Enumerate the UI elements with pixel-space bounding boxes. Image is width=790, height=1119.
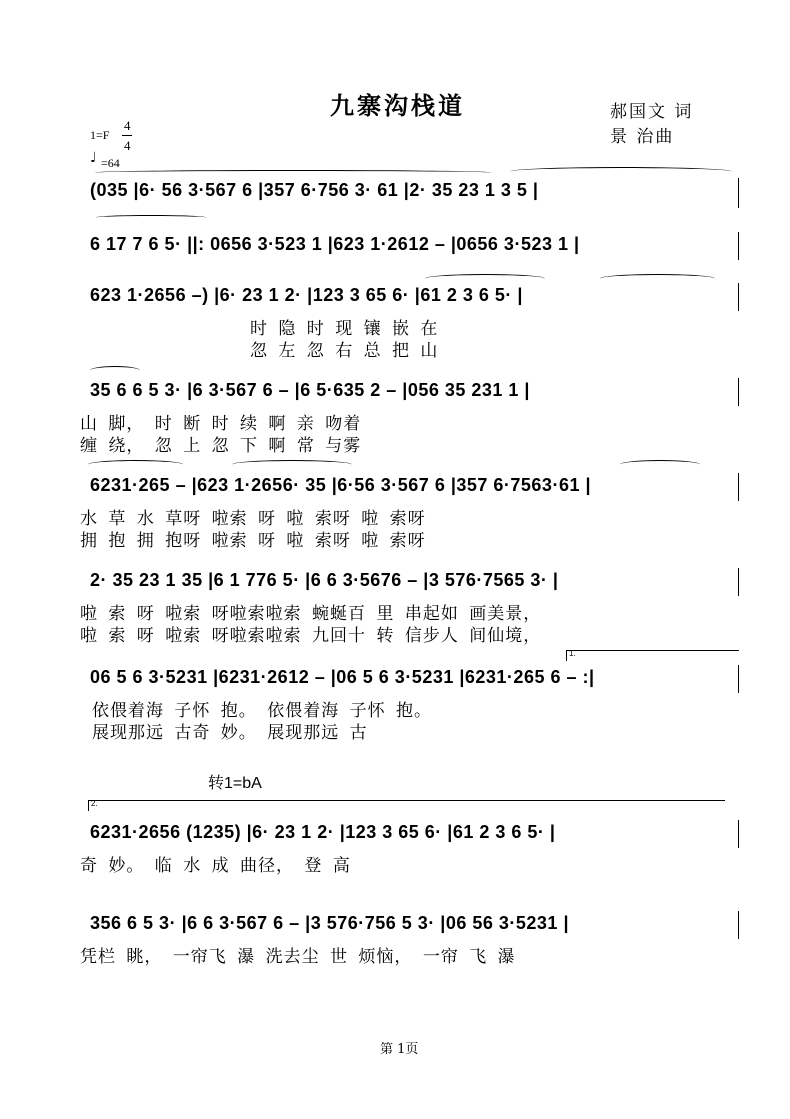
slur-mark	[510, 167, 732, 176]
slur-mark	[96, 215, 206, 220]
notation-line-9: 356 6 5 3· |6 6 3·567 6 – |3 576·756 5 3· |06 56 3·5231 |	[90, 913, 569, 933]
lyricist-credit: 郝国文 词	[610, 102, 694, 122]
first-ending-bracket	[566, 650, 739, 661]
notation-line-3: 623 1·2656 –) |6· 23 1 2· |123 3 65 6· |61 2 3 6 5· |	[90, 285, 523, 305]
key-signature: 1=F	[90, 128, 110, 142]
notation-line-4: 35 6 6 5 3· |6 3·567 6 – |6 5·635 2 – |056 35 231 1 |	[90, 380, 530, 400]
lyrics-line-7-verse-1: 依偎着海 子怀 抱。 依偎着海 子怀 抱。	[92, 701, 433, 721]
lyrics-line-6-verse-1: 啦 索 呀 啦索 呀啦索啦索 蜿蜒百 里 串起如 画美景，	[80, 604, 542, 624]
slur-mark	[88, 460, 183, 469]
second-ending-bracket	[88, 800, 725, 811]
lyrics-line-6-verse-2: 啦 索 呀 啦索 呀啦索啦索 九回十 转 信步人 间仙境，	[80, 626, 542, 646]
lyrics-line-3-verse-2: 忽 左 忽 右 总 把 山	[250, 341, 439, 361]
notation-line-5: 6231·265 – |623 1·2656· 35 |6·56 3·567 6 |357 6·7563·61 |	[90, 475, 591, 495]
time-signature-bottom: 4	[124, 138, 131, 153]
slur-mark	[232, 460, 352, 469]
second-ending-label: 2.	[91, 799, 98, 808]
song-title: 九寨沟栈道	[330, 91, 465, 120]
lyrics-line-3-verse-1: 时 隐 时 现 镶 嵌 在	[250, 319, 439, 339]
notation-line-8: 6231·2656 (1235) |6· 23 1 2· |123 3 65 6· |61 2 3 6 5· |	[90, 822, 556, 842]
slur-mark	[620, 460, 700, 469]
barline	[738, 283, 739, 311]
notation-line-1: (035 |6· 56 3·567 6 |357 6·756 3· 61 |2· 35 23 1 3 5 |	[90, 180, 539, 200]
barline	[738, 232, 739, 260]
lyrics-line-5-verse-2: 拥 抱 拥 抱呀 啦索 呀 啦 索呀 啦 索呀	[80, 531, 426, 551]
notation-line-7: 06 5 6 3·5231 |6231·2612 – |06 5 6 3·5231 |6231·265 6 – :|	[90, 667, 595, 687]
barline	[738, 378, 739, 406]
first-ending-label: 1.	[569, 649, 576, 658]
notation-line-6: 2· 35 23 1 35 |6 1 776 5· |6 6 3·5676 – |3 576·7565 3· |	[90, 570, 559, 590]
key-change-marking: 转1=bA	[208, 775, 262, 792]
slur-mark	[95, 170, 491, 175]
lyrics-line-8: 奇 妙。 临 水 成 曲径， 登 高	[80, 856, 351, 876]
tempo-marking: =64	[101, 156, 120, 170]
barline	[738, 568, 739, 596]
lyrics-line-7-verse-2: 展现那远 古奇 妙。 展现那远 古	[92, 723, 368, 743]
notation-line-2: 6 17 7 6 5· ||: 0656 3·523 1 |623 1·2612 – |0656 3·523 1 |	[90, 234, 580, 254]
time-signature-divider	[122, 135, 132, 136]
lyrics-line-9: 凭栏 眺， 一帘飞 瀑 洗去尘 世 烦恼， 一帘 飞 瀑	[80, 947, 516, 967]
lyrics-line-4-verse-1: 山 脚， 时 断 时 续 啊 亲 吻着	[80, 414, 362, 434]
composer-credit: 景 治曲	[610, 127, 675, 147]
lyrics-line-5-verse-1: 水 草 水 草呀 啦索 呀 啦 索呀 啦 索呀	[80, 509, 426, 529]
slur-mark	[425, 274, 545, 283]
slur-mark	[600, 274, 715, 283]
barline	[738, 820, 739, 848]
barline	[738, 178, 739, 208]
slur-mark	[90, 366, 140, 375]
barline	[738, 665, 739, 693]
quarter-note-icon: ♩	[90, 150, 97, 166]
barline	[738, 473, 739, 501]
time-signature-top: 4	[124, 118, 131, 133]
page-number: 第 1页	[380, 1042, 419, 1057]
barline	[738, 911, 739, 939]
lyrics-line-4-verse-2: 缠 绕， 忽 上 忽 下 啊 常 与雾	[80, 436, 362, 456]
